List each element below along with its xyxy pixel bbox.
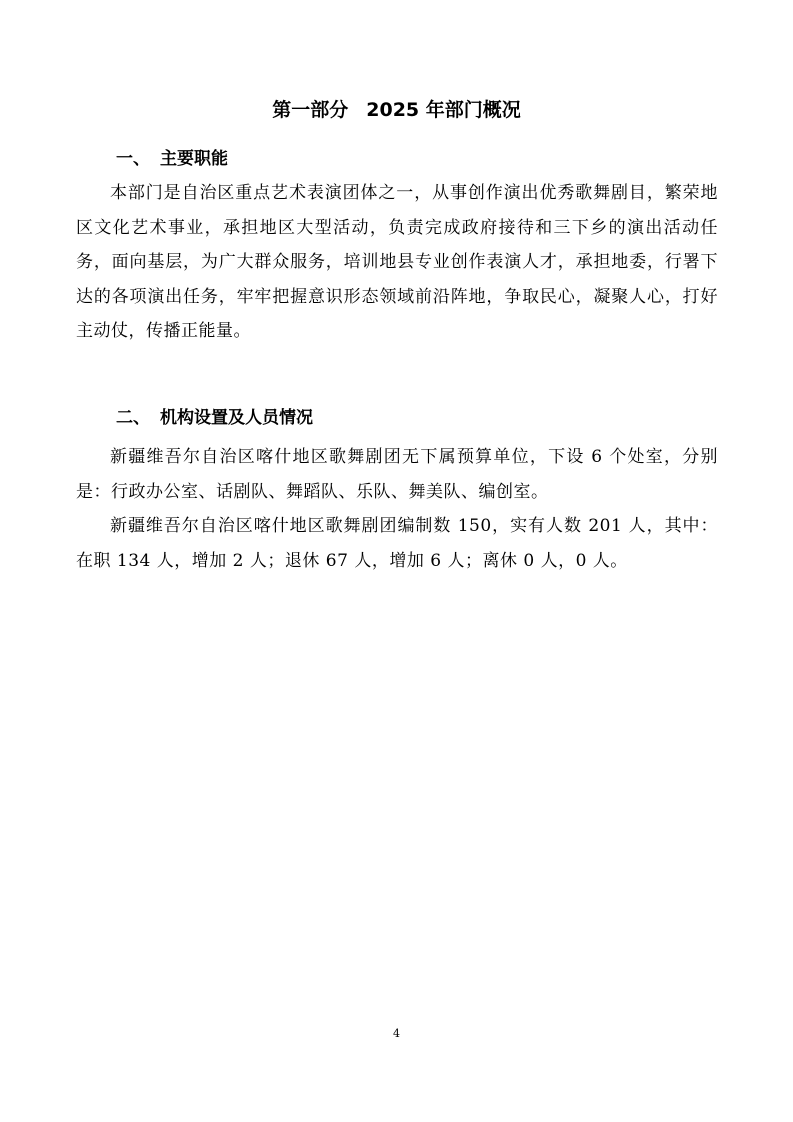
page-title — [0, 96, 793, 124]
functions-paragraph: 本部门是自治区重点艺术表演团体之一，从事创作演出优秀歌舞剧目，繁荣地区文化艺术事业，承担地区大型活动，负责完成政府接待和三下乡的演出活动任务，面向基层，为广大群众服务，培训地县专业创作表演人才，承担地委，行署下达的各项演出任务，牢牢把握意识形态领域前沿阵地，争取民心，凝聚人心，打好主动仗，传播正能量。 — [76, 183, 718, 341]
title-text: 2025 年部门概况 — [366, 99, 521, 121]
page-number: 4 — [393, 1027, 400, 1040]
staffing-paragraph: 新疆维吾尔自治区喀什地区歌舞剧团编制数 150，实有人数 201 人，其中：在职 134 人，增加 2 人；退休 67 人，增加 6 人；离休 0 人，0 人。 — [76, 516, 718, 571]
section-heading-text: 机构设置及人员情况 — [160, 408, 313, 428]
section-number: 二、 — [116, 408, 150, 428]
section-heading-organization — [116, 405, 313, 431]
section-number: 一、 — [116, 149, 150, 169]
section-heading-text: 主要职能 — [160, 149, 228, 169]
organization-paragraph: 新疆维吾尔自治区喀什地区歌舞剧团无下属预算单位，下设 6 个处室，分别是：行政办公室、话剧队、舞蹈队、乐队、舞美队、编创室。 — [76, 447, 718, 502]
title-part-label: 第一部分 — [272, 99, 349, 121]
section-heading-functions — [116, 146, 228, 172]
